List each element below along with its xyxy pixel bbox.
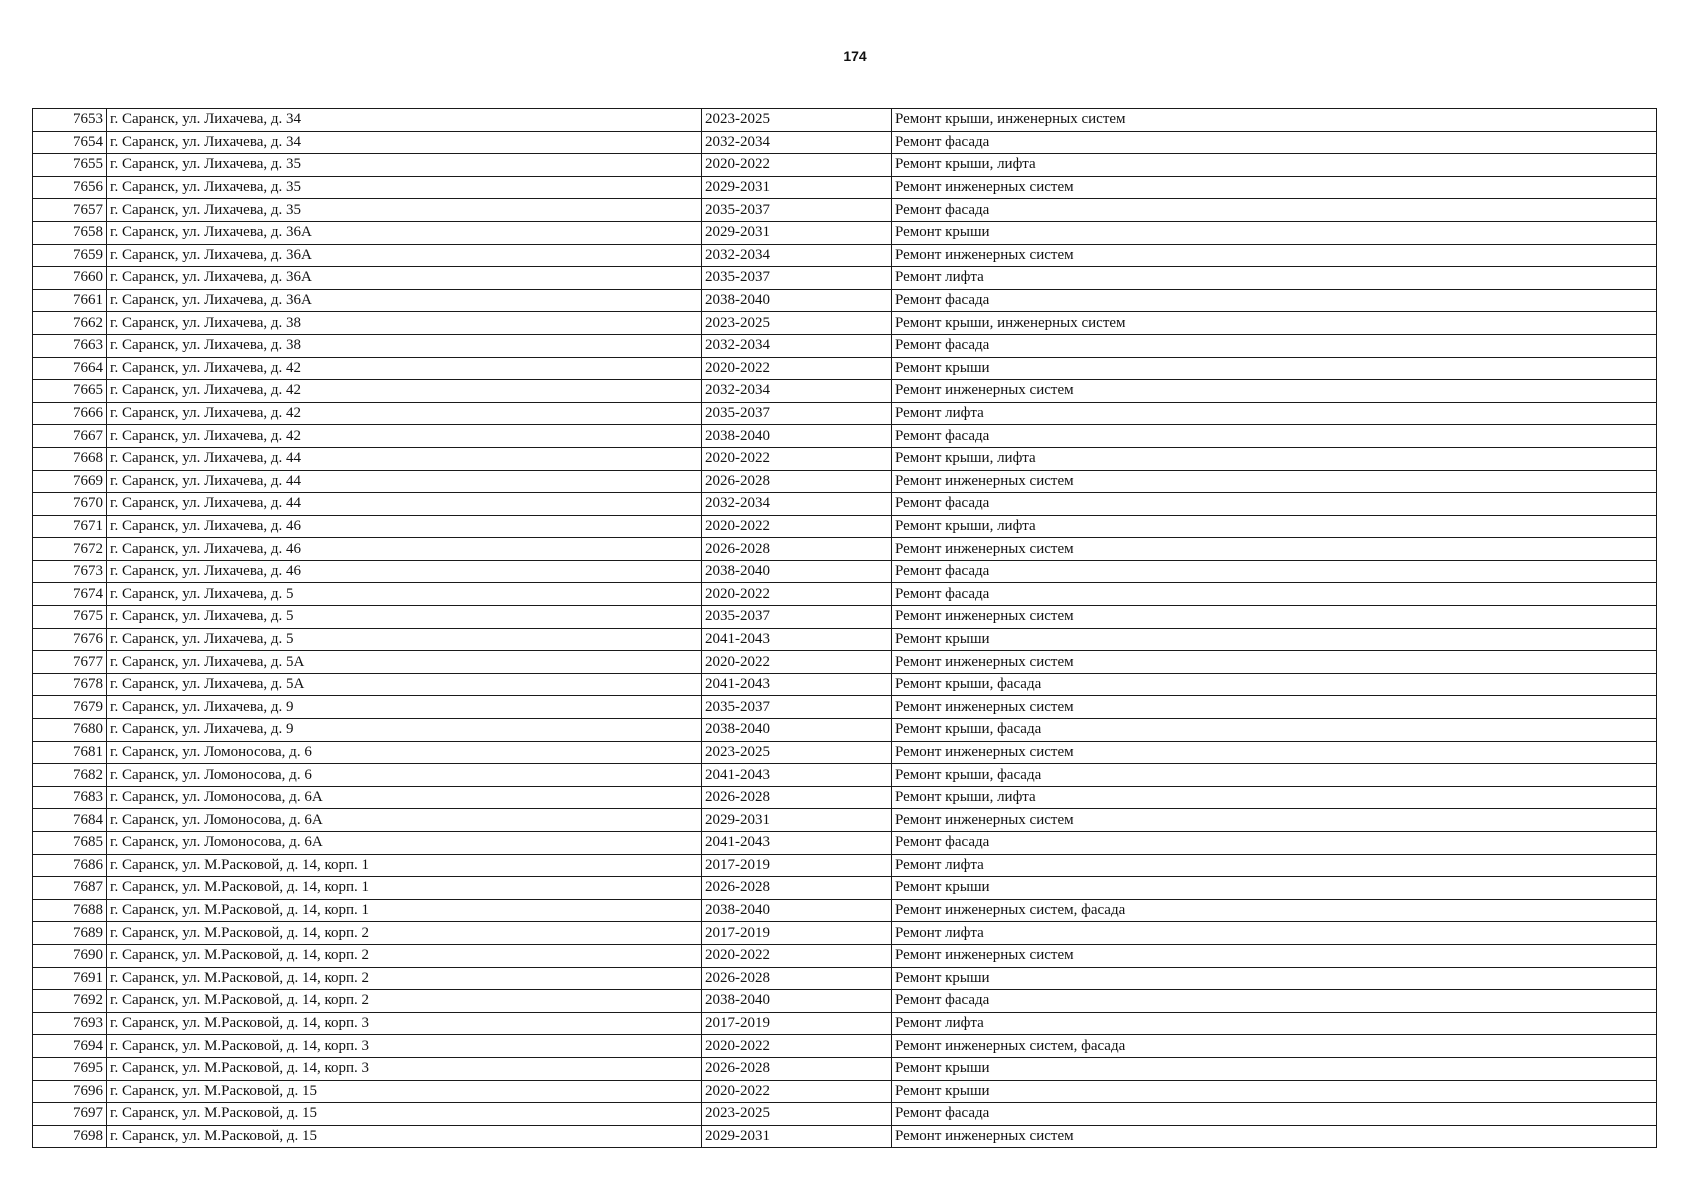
table-row — [33, 583, 1657, 606]
table-row — [33, 877, 1657, 900]
row-number-cell: 7667 — [33, 425, 107, 448]
address-cell: г. Саранск, ул. Лихачева, д. 36А — [107, 289, 702, 312]
period-cell: 2041-2043 — [702, 764, 892, 787]
work-type-cell: Ремонт крыши, инженерных систем — [892, 109, 1657, 132]
table-row — [33, 764, 1657, 787]
table-row — [33, 493, 1657, 516]
period-cell: 2041-2043 — [702, 628, 892, 651]
table-row — [33, 786, 1657, 809]
address-cell: г. Саранск, ул. М.Расковой, д. 14, корп. 1 — [107, 854, 702, 877]
address-cell: г. Саранск, ул. М.Расковой, д. 15 — [107, 1125, 702, 1148]
work-type-cell: Ремонт крыши — [892, 967, 1657, 990]
work-type-cell: Ремонт крыши — [892, 877, 1657, 900]
row-number-cell: 7687 — [33, 877, 107, 900]
period-cell: 2020-2022 — [702, 1080, 892, 1103]
table-row — [33, 651, 1657, 674]
row-number-cell: 7689 — [33, 922, 107, 945]
row-number-cell: 7660 — [33, 267, 107, 290]
address-cell: г. Саранск, ул. Лихачева, д. 44 — [107, 493, 702, 516]
row-number-cell: 7686 — [33, 854, 107, 877]
table-row — [33, 176, 1657, 199]
period-cell: 2026-2028 — [702, 967, 892, 990]
row-number-cell: 7668 — [33, 447, 107, 470]
work-type-cell: Ремонт крыши — [892, 628, 1657, 651]
row-number-cell: 7680 — [33, 719, 107, 742]
address-cell: г. Саранск, ул. М.Расковой, д. 14, корп. 3 — [107, 1057, 702, 1080]
work-type-cell: Ремонт крыши — [892, 221, 1657, 244]
row-number-cell: 7682 — [33, 764, 107, 787]
row-number-cell: 7688 — [33, 899, 107, 922]
row-number-cell: 7693 — [33, 1012, 107, 1035]
table-row — [33, 154, 1657, 177]
table-row — [33, 199, 1657, 222]
period-cell: 2020-2022 — [702, 357, 892, 380]
period-cell: 2026-2028 — [702, 786, 892, 809]
work-type-cell: Ремонт фасада — [892, 425, 1657, 448]
table-row — [33, 922, 1657, 945]
period-cell: 2038-2040 — [702, 899, 892, 922]
table-row — [33, 741, 1657, 764]
period-cell: 2035-2037 — [702, 696, 892, 719]
table-row — [33, 899, 1657, 922]
address-cell: г. Саранск, ул. М.Расковой, д. 14, корп. 3 — [107, 1035, 702, 1058]
row-number-cell: 7664 — [33, 357, 107, 380]
address-cell: г. Саранск, ул. Лихачева, д. 42 — [107, 357, 702, 380]
table-row — [33, 1035, 1657, 1058]
work-type-cell: Ремонт инженерных систем — [892, 944, 1657, 967]
period-cell: 2026-2028 — [702, 1057, 892, 1080]
address-cell: г. Саранск, ул. Лихачева, д. 44 — [107, 470, 702, 493]
work-type-cell: Ремонт лифта — [892, 402, 1657, 425]
table-row — [33, 809, 1657, 832]
period-cell: 2029-2031 — [702, 221, 892, 244]
row-number-cell: 7661 — [33, 289, 107, 312]
work-type-cell: Ремонт фасада — [892, 131, 1657, 154]
work-type-cell: Ремонт инженерных систем — [892, 809, 1657, 832]
row-number-cell: 7696 — [33, 1080, 107, 1103]
work-type-cell: Ремонт фасада — [892, 832, 1657, 855]
row-number-cell: 7694 — [33, 1035, 107, 1058]
work-type-cell: Ремонт инженерных систем — [892, 244, 1657, 267]
work-type-cell: Ремонт инженерных систем — [892, 470, 1657, 493]
work-type-cell: Ремонт лифта — [892, 922, 1657, 945]
table-row — [33, 560, 1657, 583]
period-cell: 2017-2019 — [702, 854, 892, 877]
row-number-cell: 7673 — [33, 560, 107, 583]
work-type-cell: Ремонт крыши — [892, 1080, 1657, 1103]
table-row — [33, 289, 1657, 312]
work-type-cell: Ремонт инженерных систем — [892, 380, 1657, 403]
row-number-cell: 7698 — [33, 1125, 107, 1148]
period-cell: 2026-2028 — [702, 877, 892, 900]
row-number-cell: 7678 — [33, 673, 107, 696]
table-row — [33, 606, 1657, 629]
period-cell: 2020-2022 — [702, 447, 892, 470]
table-row — [33, 447, 1657, 470]
period-cell: 2017-2019 — [702, 1012, 892, 1035]
work-type-cell: Ремонт фасада — [892, 1103, 1657, 1126]
table-row — [33, 538, 1657, 561]
row-number-cell: 7672 — [33, 538, 107, 561]
table-row — [33, 854, 1657, 877]
work-type-cell: Ремонт лифта — [892, 854, 1657, 877]
work-type-cell: Ремонт инженерных систем — [892, 696, 1657, 719]
period-cell: 2032-2034 — [702, 244, 892, 267]
period-cell: 2023-2025 — [702, 109, 892, 132]
row-number-cell: 7685 — [33, 832, 107, 855]
address-cell: г. Саранск, ул. Ломоносова, д. 6 — [107, 764, 702, 787]
table-row — [33, 425, 1657, 448]
table-row — [33, 1012, 1657, 1035]
period-cell: 2020-2022 — [702, 944, 892, 967]
period-cell: 2026-2028 — [702, 470, 892, 493]
table-row — [33, 990, 1657, 1013]
work-type-cell: Ремонт крыши, лифта — [892, 154, 1657, 177]
period-cell: 2041-2043 — [702, 832, 892, 855]
work-type-cell: Ремонт инженерных систем, фасада — [892, 1035, 1657, 1058]
period-cell: 2038-2040 — [702, 560, 892, 583]
period-cell: 2023-2025 — [702, 1103, 892, 1126]
work-type-cell: Ремонт крыши, фасада — [892, 764, 1657, 787]
row-number-cell: 7658 — [33, 221, 107, 244]
row-number-cell: 7690 — [33, 944, 107, 967]
work-type-cell: Ремонт лифта — [892, 267, 1657, 290]
table-row — [33, 696, 1657, 719]
period-cell: 2017-2019 — [702, 922, 892, 945]
address-cell: г. Саранск, ул. Лихачева, д. 42 — [107, 402, 702, 425]
address-cell: г. Саранск, ул. Ломоносова, д. 6А — [107, 786, 702, 809]
work-type-cell: Ремонт фасада — [892, 560, 1657, 583]
row-number-cell: 7692 — [33, 990, 107, 1013]
address-cell: г. Саранск, ул. Лихачева, д. 42 — [107, 380, 702, 403]
address-cell: г. Саранск, ул. Лихачева, д. 46 — [107, 538, 702, 561]
address-cell: г. Саранск, ул. Ломоносова, д. 6А — [107, 832, 702, 855]
work-type-cell: Ремонт фасада — [892, 199, 1657, 222]
table-row — [33, 1080, 1657, 1103]
period-cell: 2023-2025 — [702, 312, 892, 335]
period-cell: 2029-2031 — [702, 1125, 892, 1148]
row-number-cell: 7663 — [33, 334, 107, 357]
table-row — [33, 380, 1657, 403]
repair-schedule-table — [32, 108, 1657, 1148]
period-cell: 2029-2031 — [702, 809, 892, 832]
work-type-cell: Ремонт инженерных систем — [892, 651, 1657, 674]
row-number-cell: 7671 — [33, 515, 107, 538]
row-number-cell: 7695 — [33, 1057, 107, 1080]
address-cell: г. Саранск, ул. М.Расковой, д. 15 — [107, 1080, 702, 1103]
row-number-cell: 7675 — [33, 606, 107, 629]
work-type-cell: Ремонт инженерных систем — [892, 176, 1657, 199]
work-type-cell: Ремонт инженерных систем — [892, 741, 1657, 764]
work-type-cell: Ремонт крыши, инженерных систем — [892, 312, 1657, 335]
address-cell: г. Саранск, ул. Лихачева, д. 34 — [107, 109, 702, 132]
period-cell: 2029-2031 — [702, 176, 892, 199]
period-cell: 2020-2022 — [702, 154, 892, 177]
table-row — [33, 719, 1657, 742]
table-row — [33, 267, 1657, 290]
table-row — [33, 131, 1657, 154]
address-cell: г. Саранск, ул. Лихачева, д. 38 — [107, 334, 702, 357]
address-cell: г. Саранск, ул. М.Расковой, д. 14, корп. 2 — [107, 967, 702, 990]
work-type-cell: Ремонт крыши, лифта — [892, 786, 1657, 809]
address-cell: г. Саранск, ул. М.Расковой, д. 14, корп. 1 — [107, 899, 702, 922]
work-type-cell: Ремонт инженерных систем — [892, 606, 1657, 629]
period-cell: 2020-2022 — [702, 1035, 892, 1058]
row-number-cell: 7679 — [33, 696, 107, 719]
table-body — [33, 109, 1657, 1148]
address-cell: г. Саранск, ул. М.Расковой, д. 14, корп. 2 — [107, 944, 702, 967]
row-number-cell: 7683 — [33, 786, 107, 809]
work-type-cell: Ремонт крыши, фасада — [892, 673, 1657, 696]
address-cell: г. Саранск, ул. Лихачева, д. 46 — [107, 515, 702, 538]
work-type-cell: Ремонт крыши, лифта — [892, 447, 1657, 470]
address-cell: г. Саранск, ул. Лихачева, д. 9 — [107, 696, 702, 719]
address-cell: г. Саранск, ул. М.Расковой, д. 14, корп. 1 — [107, 877, 702, 900]
period-cell: 2035-2037 — [702, 606, 892, 629]
work-type-cell: Ремонт инженерных систем — [892, 538, 1657, 561]
address-cell: г. Саранск, ул. Лихачева, д. 35 — [107, 176, 702, 199]
table-row — [33, 109, 1657, 132]
row-number-cell: 7665 — [33, 380, 107, 403]
table-row — [33, 357, 1657, 380]
table-row — [33, 832, 1657, 855]
work-type-cell: Ремонт фасада — [892, 493, 1657, 516]
period-cell: 2038-2040 — [702, 990, 892, 1013]
work-type-cell: Ремонт инженерных систем, фасада — [892, 899, 1657, 922]
work-type-cell: Ремонт лифта — [892, 1012, 1657, 1035]
row-number-cell: 7676 — [33, 628, 107, 651]
row-number-cell: 7697 — [33, 1103, 107, 1126]
row-number-cell: 7677 — [33, 651, 107, 674]
row-number-cell: 7684 — [33, 809, 107, 832]
table-row — [33, 402, 1657, 425]
work-type-cell: Ремонт крыши, лифта — [892, 515, 1657, 538]
period-cell: 2020-2022 — [702, 651, 892, 674]
address-cell: г. Саранск, ул. Лихачева, д. 5 — [107, 606, 702, 629]
address-cell: г. Саранск, ул. Лихачева, д. 44 — [107, 447, 702, 470]
row-number-cell: 7655 — [33, 154, 107, 177]
row-number-cell: 7657 — [33, 199, 107, 222]
row-number-cell: 7656 — [33, 176, 107, 199]
row-number-cell: 7670 — [33, 493, 107, 516]
table-row — [33, 1125, 1657, 1148]
address-cell: г. Саранск, ул. Лихачева, д. 35 — [107, 199, 702, 222]
address-cell: г. Саранск, ул. Лихачева, д. 38 — [107, 312, 702, 335]
period-cell: 2035-2037 — [702, 199, 892, 222]
table-row — [33, 1057, 1657, 1080]
period-cell: 2032-2034 — [702, 493, 892, 516]
period-cell: 2023-2025 — [702, 741, 892, 764]
address-cell: г. Саранск, ул. Лихачева, д. 9 — [107, 719, 702, 742]
work-type-cell: Ремонт крыши — [892, 357, 1657, 380]
address-cell: г. Саранск, ул. М.Расковой, д. 15 — [107, 1103, 702, 1126]
table-row — [33, 1103, 1657, 1126]
address-cell: г. Саранск, ул. Лихачева, д. 42 — [107, 425, 702, 448]
table-row — [33, 515, 1657, 538]
table-row — [33, 967, 1657, 990]
address-cell: г. Саранск, ул. М.Расковой, д. 14, корп. 2 — [107, 990, 702, 1013]
work-type-cell: Ремонт фасада — [892, 334, 1657, 357]
table-row — [33, 312, 1657, 335]
address-cell: г. Саранск, ул. Ломоносова, д. 6 — [107, 741, 702, 764]
period-cell: 2032-2034 — [702, 380, 892, 403]
work-type-cell: Ремонт фасада — [892, 289, 1657, 312]
row-number-cell: 7653 — [33, 109, 107, 132]
table-row — [33, 673, 1657, 696]
row-number-cell: 7669 — [33, 470, 107, 493]
address-cell: г. Саранск, ул. Лихачева, д. 46 — [107, 560, 702, 583]
row-number-cell: 7674 — [33, 583, 107, 606]
period-cell: 2041-2043 — [702, 673, 892, 696]
address-cell: г. Саранск, ул. Лихачева, д. 36А — [107, 221, 702, 244]
table-row — [33, 944, 1657, 967]
row-number-cell: 7654 — [33, 131, 107, 154]
period-cell: 2035-2037 — [702, 402, 892, 425]
address-cell: г. Саранск, ул. Лихачева, д. 5А — [107, 673, 702, 696]
work-type-cell: Ремонт крыши, фасада — [892, 719, 1657, 742]
period-cell: 2038-2040 — [702, 719, 892, 742]
period-cell: 2032-2034 — [702, 131, 892, 154]
table-row — [33, 470, 1657, 493]
address-cell: г. Саранск, ул. М.Расковой, д. 14, корп. 3 — [107, 1012, 702, 1035]
period-cell: 2038-2040 — [702, 425, 892, 448]
address-cell: г. Саранск, ул. Лихачева, д. 36А — [107, 244, 702, 267]
work-type-cell: Ремонт инженерных систем — [892, 1125, 1657, 1148]
table-row — [33, 244, 1657, 267]
period-cell: 2038-2040 — [702, 289, 892, 312]
row-number-cell: 7681 — [33, 741, 107, 764]
table-row — [33, 334, 1657, 357]
work-type-cell: Ремонт фасада — [892, 583, 1657, 606]
table-row — [33, 221, 1657, 244]
address-cell: г. Саранск, ул. Лихачева, д. 36А — [107, 267, 702, 290]
work-type-cell: Ремонт крыши — [892, 1057, 1657, 1080]
row-number-cell: 7662 — [33, 312, 107, 335]
period-cell: 2026-2028 — [702, 538, 892, 561]
address-cell: г. Саранск, ул. Лихачева, д. 35 — [107, 154, 702, 177]
address-cell: г. Саранск, ул. М.Расковой, д. 14, корп. 2 — [107, 922, 702, 945]
address-cell: г. Саранск, ул. Лихачева, д. 5А — [107, 651, 702, 674]
row-number-cell: 7666 — [33, 402, 107, 425]
address-cell: г. Саранск, ул. Лихачева, д. 5 — [107, 583, 702, 606]
period-cell: 2035-2037 — [702, 267, 892, 290]
period-cell: 2020-2022 — [702, 515, 892, 538]
period-cell: 2020-2022 — [702, 583, 892, 606]
row-number-cell: 7659 — [33, 244, 107, 267]
address-cell: г. Саранск, ул. Лихачева, д. 34 — [107, 131, 702, 154]
row-number-cell: 7691 — [33, 967, 107, 990]
address-cell: г. Саранск, ул. Лихачева, д. 5 — [107, 628, 702, 651]
address-cell: г. Саранск, ул. Ломоносова, д. 6А — [107, 809, 702, 832]
work-type-cell: Ремонт фасада — [892, 990, 1657, 1013]
period-cell: 2032-2034 — [702, 334, 892, 357]
table-row — [33, 628, 1657, 651]
page-number: 174 — [843, 48, 867, 64]
